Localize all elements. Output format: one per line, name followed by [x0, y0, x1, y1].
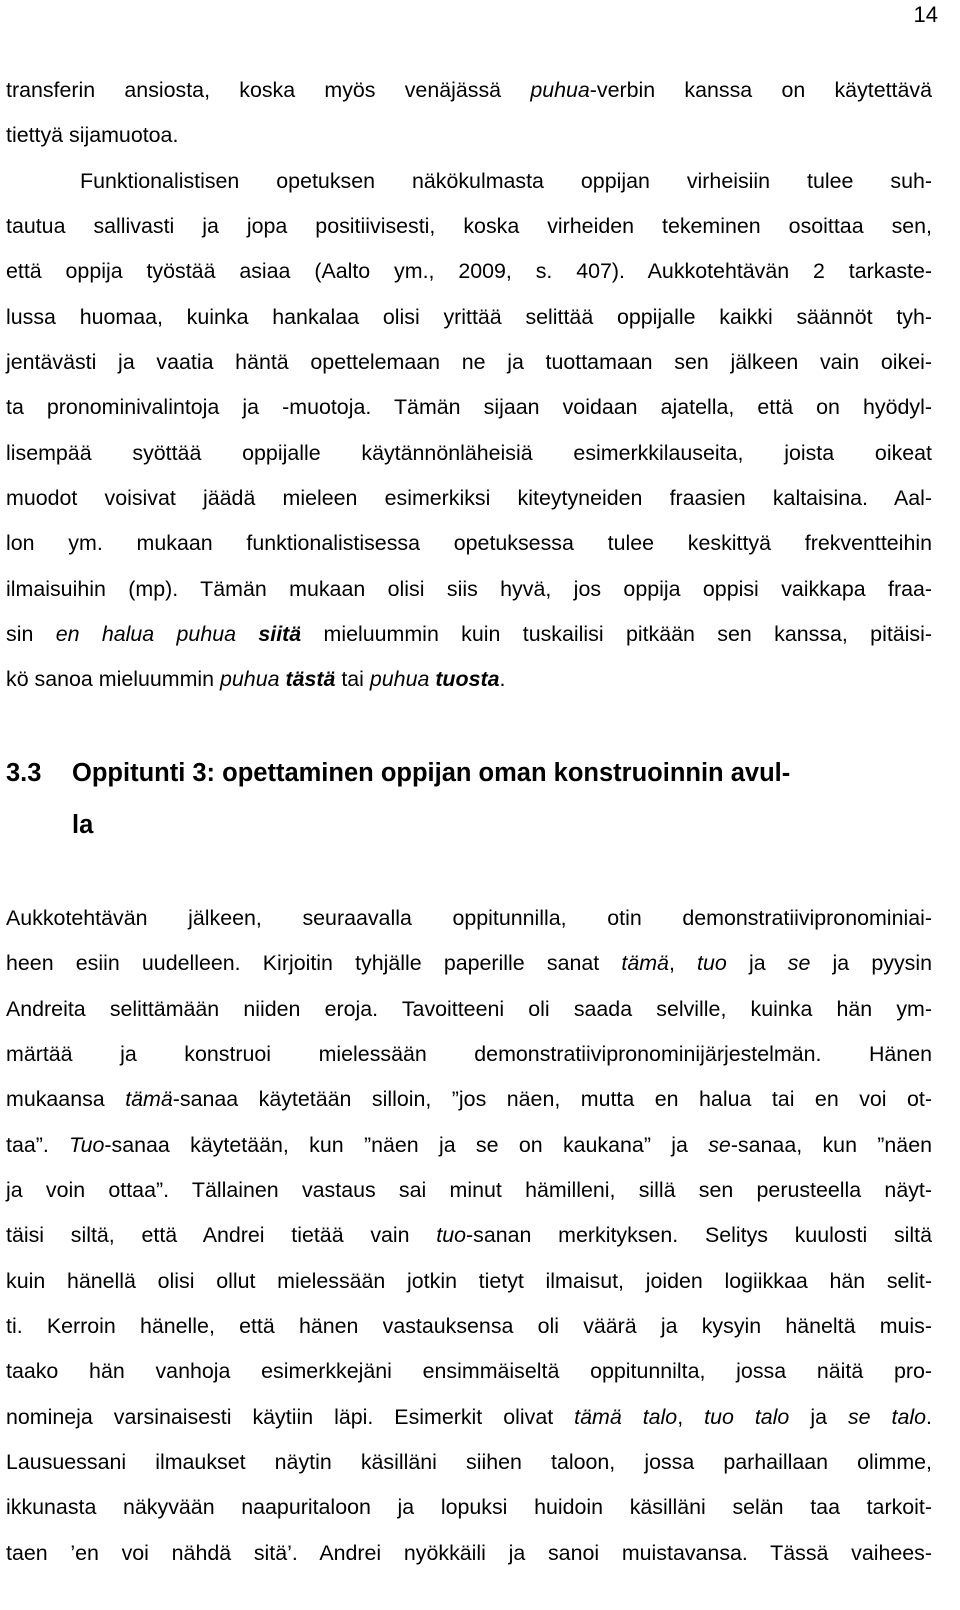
text-run: .: [926, 1405, 932, 1429]
text-line: [6, 302, 932, 332]
text-line: [6, 256, 932, 286]
text-run: ja: [789, 1405, 848, 1429]
text-run: taen ’en voi nähdä sitä’. Andrei nyökkäili ja sanoi muistavansa. Tässä vaihees-: [6, 1541, 932, 1565]
text-run: muodot voisivat jäädä mieleen esimerkiksi kiteytyneiden fraasien kaltaisina. Aal-: [6, 486, 932, 510]
text-line: [6, 619, 932, 649]
text-run: märtää ja konstruoi mielessään demonstratiivipronominijärjestelmän. Hänen: [6, 1042, 932, 1066]
text-run: ,: [668, 951, 698, 975]
italic-run: puhua: [369, 667, 430, 691]
italic-run: puhua: [530, 78, 590, 102]
text-run: mieluummin kuin tuskailisi pitkään sen kanssa, pitäisi-: [301, 622, 932, 646]
text-run: tautua sallivasti ja jopa positiivisesti, koska virheiden tekeminen osoittaa sen,: [6, 214, 932, 238]
italic-run: Tuo: [69, 1133, 105, 1157]
text-run: -sanaa käytetään silloin, ”jos näen, mutta en halua tai en voi ot-: [172, 1087, 933, 1111]
text-run: ilmaisuihin (mp). Tämän mukaan olisi siis hyvä, jos oppija oppisi vaikkapa fraa-: [6, 577, 932, 601]
text-line: [6, 347, 932, 377]
italic-run: tuo: [697, 951, 727, 975]
text-run: Aukkotehtävän jälkeen, seuraavalla oppitunnilla, otin demonstratiivipronominiai-: [6, 906, 932, 930]
text-run: Funktionalistisen opetuksen näkökulmasta oppijan virheisiin tulee suh-: [80, 169, 932, 193]
text-run: tai: [335, 667, 370, 691]
text-run: jentävästi ja vaatia häntä opettelemaan ne ja tuottamaan sen jälkeen vain oikei-: [6, 350, 932, 374]
text-line: [6, 1538, 932, 1568]
text-line: [6, 120, 932, 150]
text-run: mukaansa: [6, 1087, 126, 1111]
text-run: -sanan merkityksen. Selitys kuulosti siltä: [466, 1223, 932, 1247]
text-line: [6, 483, 932, 513]
italic-run: en halua puhua: [55, 622, 237, 646]
text-run: lon ym. mukaan funktionalistisessa opetuksessa tulee keskittyä frekventteihin: [6, 531, 932, 555]
text-line: [6, 528, 932, 558]
text-line: [6, 1402, 932, 1432]
text-run: -sanaa käytetään, kun ”näen ja se on kaukana” ja: [104, 1133, 709, 1157]
text-run: kuin hänellä olisi ollut mielessään jotkin tietyt ilmaisut, joiden logiikkaa hän selit-: [6, 1269, 932, 1293]
text-run: lisempää syöttää oppijalle käytännönläheisiä esimerkkilauseita, joista oikeat: [6, 441, 932, 465]
text-run: ,: [677, 1405, 705, 1429]
heading-text: Oppitunti 3: opettaminen oppijan oman konstruoinnin avul-: [72, 759, 791, 787]
text-line: [6, 438, 932, 468]
text-run: taa”.: [6, 1133, 70, 1157]
italic-run: se: [787, 951, 811, 975]
text-run: heen esiin uudelleen. Kirjoitin tyhjälle paperille sanat: [6, 951, 622, 975]
text-run: että oppija työstää asiaa (Aalto ym., 2009, s. 407). Aukkotehtävän 2 tarkaste-: [6, 259, 932, 283]
text-line: [6, 1311, 932, 1341]
text-run: ikkunasta näkyvään naapuritaloon ja lopuksi huidoin käsilläni selän taa tarkoit-: [6, 1495, 932, 1519]
text-line: [6, 994, 932, 1024]
text-run: taako hän vanhoja esimerkkejäni ensimmäiseltä oppitunnilta, jossa näitä pro-: [6, 1359, 932, 1383]
italic-run: se talo: [847, 1405, 927, 1429]
italic-run: tämä: [621, 951, 669, 975]
text-line: [80, 166, 932, 196]
italic-run: se: [708, 1133, 731, 1157]
text-run: ta pronominivalintoja ja -muotoja. Tämän sijaan voidaan ajatella, että on hyödyl-: [6, 395, 932, 419]
bold-italic-run: tuosta: [435, 667, 500, 691]
text-run: kö sanoa mieluummin: [6, 667, 221, 691]
text-line: [6, 1084, 932, 1114]
italic-run: tämä talo: [574, 1405, 678, 1429]
text-line: [6, 948, 932, 978]
text-line: [6, 1220, 932, 1250]
text-line: [6, 211, 932, 241]
bold-italic-run: tästä: [285, 667, 336, 691]
text-line: [6, 1356, 932, 1386]
text-line: [6, 1266, 932, 1296]
text-line: [6, 1039, 932, 1069]
text-run: täisi siltä, että Andrei tietää vain: [6, 1223, 437, 1247]
text-line: [6, 392, 932, 422]
text-run: tiettyä sijamuotoa.: [6, 123, 179, 147]
text-run: sin: [6, 622, 56, 646]
heading-line-1: [6, 756, 932, 790]
text-run: -sanaa, kun ”näen: [730, 1133, 932, 1157]
italic-run: tuo talo: [704, 1405, 790, 1429]
text-run: ja: [726, 951, 788, 975]
text-run: ti. Kerroin hänelle, että hänen vastauksensa oli väärä ja kysyin häneltä muis-: [6, 1314, 932, 1338]
italic-run: tuo: [436, 1223, 467, 1247]
text-run: nomineja varsinaisesti käytiin läpi. Esimerkit olivat: [6, 1405, 575, 1429]
text-line: [6, 574, 932, 604]
text-line: [6, 1130, 932, 1160]
text-run: ja pyysin: [810, 951, 932, 975]
text-line: [6, 903, 932, 933]
text-run: -verbin kanssa on käytettävä: [589, 78, 932, 102]
text-run: .: [499, 667, 506, 691]
text-line: [6, 1492, 932, 1522]
text-line: [6, 664, 932, 694]
text-line: [6, 1447, 932, 1477]
italic-run: tämä: [125, 1087, 173, 1111]
heading-number: 3.3: [6, 759, 42, 787]
text-run: ja voin ottaa”. Tällainen vastaus sai minut hämilleni, sillä sen perusteella näyt-: [6, 1178, 932, 1202]
text-run: [236, 622, 258, 646]
text-line: [6, 1175, 932, 1205]
heading-line-2: la: [72, 811, 94, 839]
text-line: [6, 75, 932, 105]
text-run: Andreita selittämään niiden eroja. Tavoitteeni oli saada selville, kuinka hän ym-: [6, 997, 932, 1021]
text-run: transferin ansiosta, koska myös venäjässä: [6, 78, 531, 102]
text-run: lussa huomaa, kuinka hankalaa olisi yrittää selittää oppijalle kaikki säännöt tyh-: [6, 305, 932, 329]
italic-run: puhua: [220, 667, 280, 691]
text-run: Lausuessani ilmaukset näytin käsilläni siihen taloon, jossa parhaillaan olimme,: [6, 1450, 932, 1474]
bold-italic-run: siitä: [258, 622, 302, 646]
page-number: 14: [913, 2, 938, 27]
